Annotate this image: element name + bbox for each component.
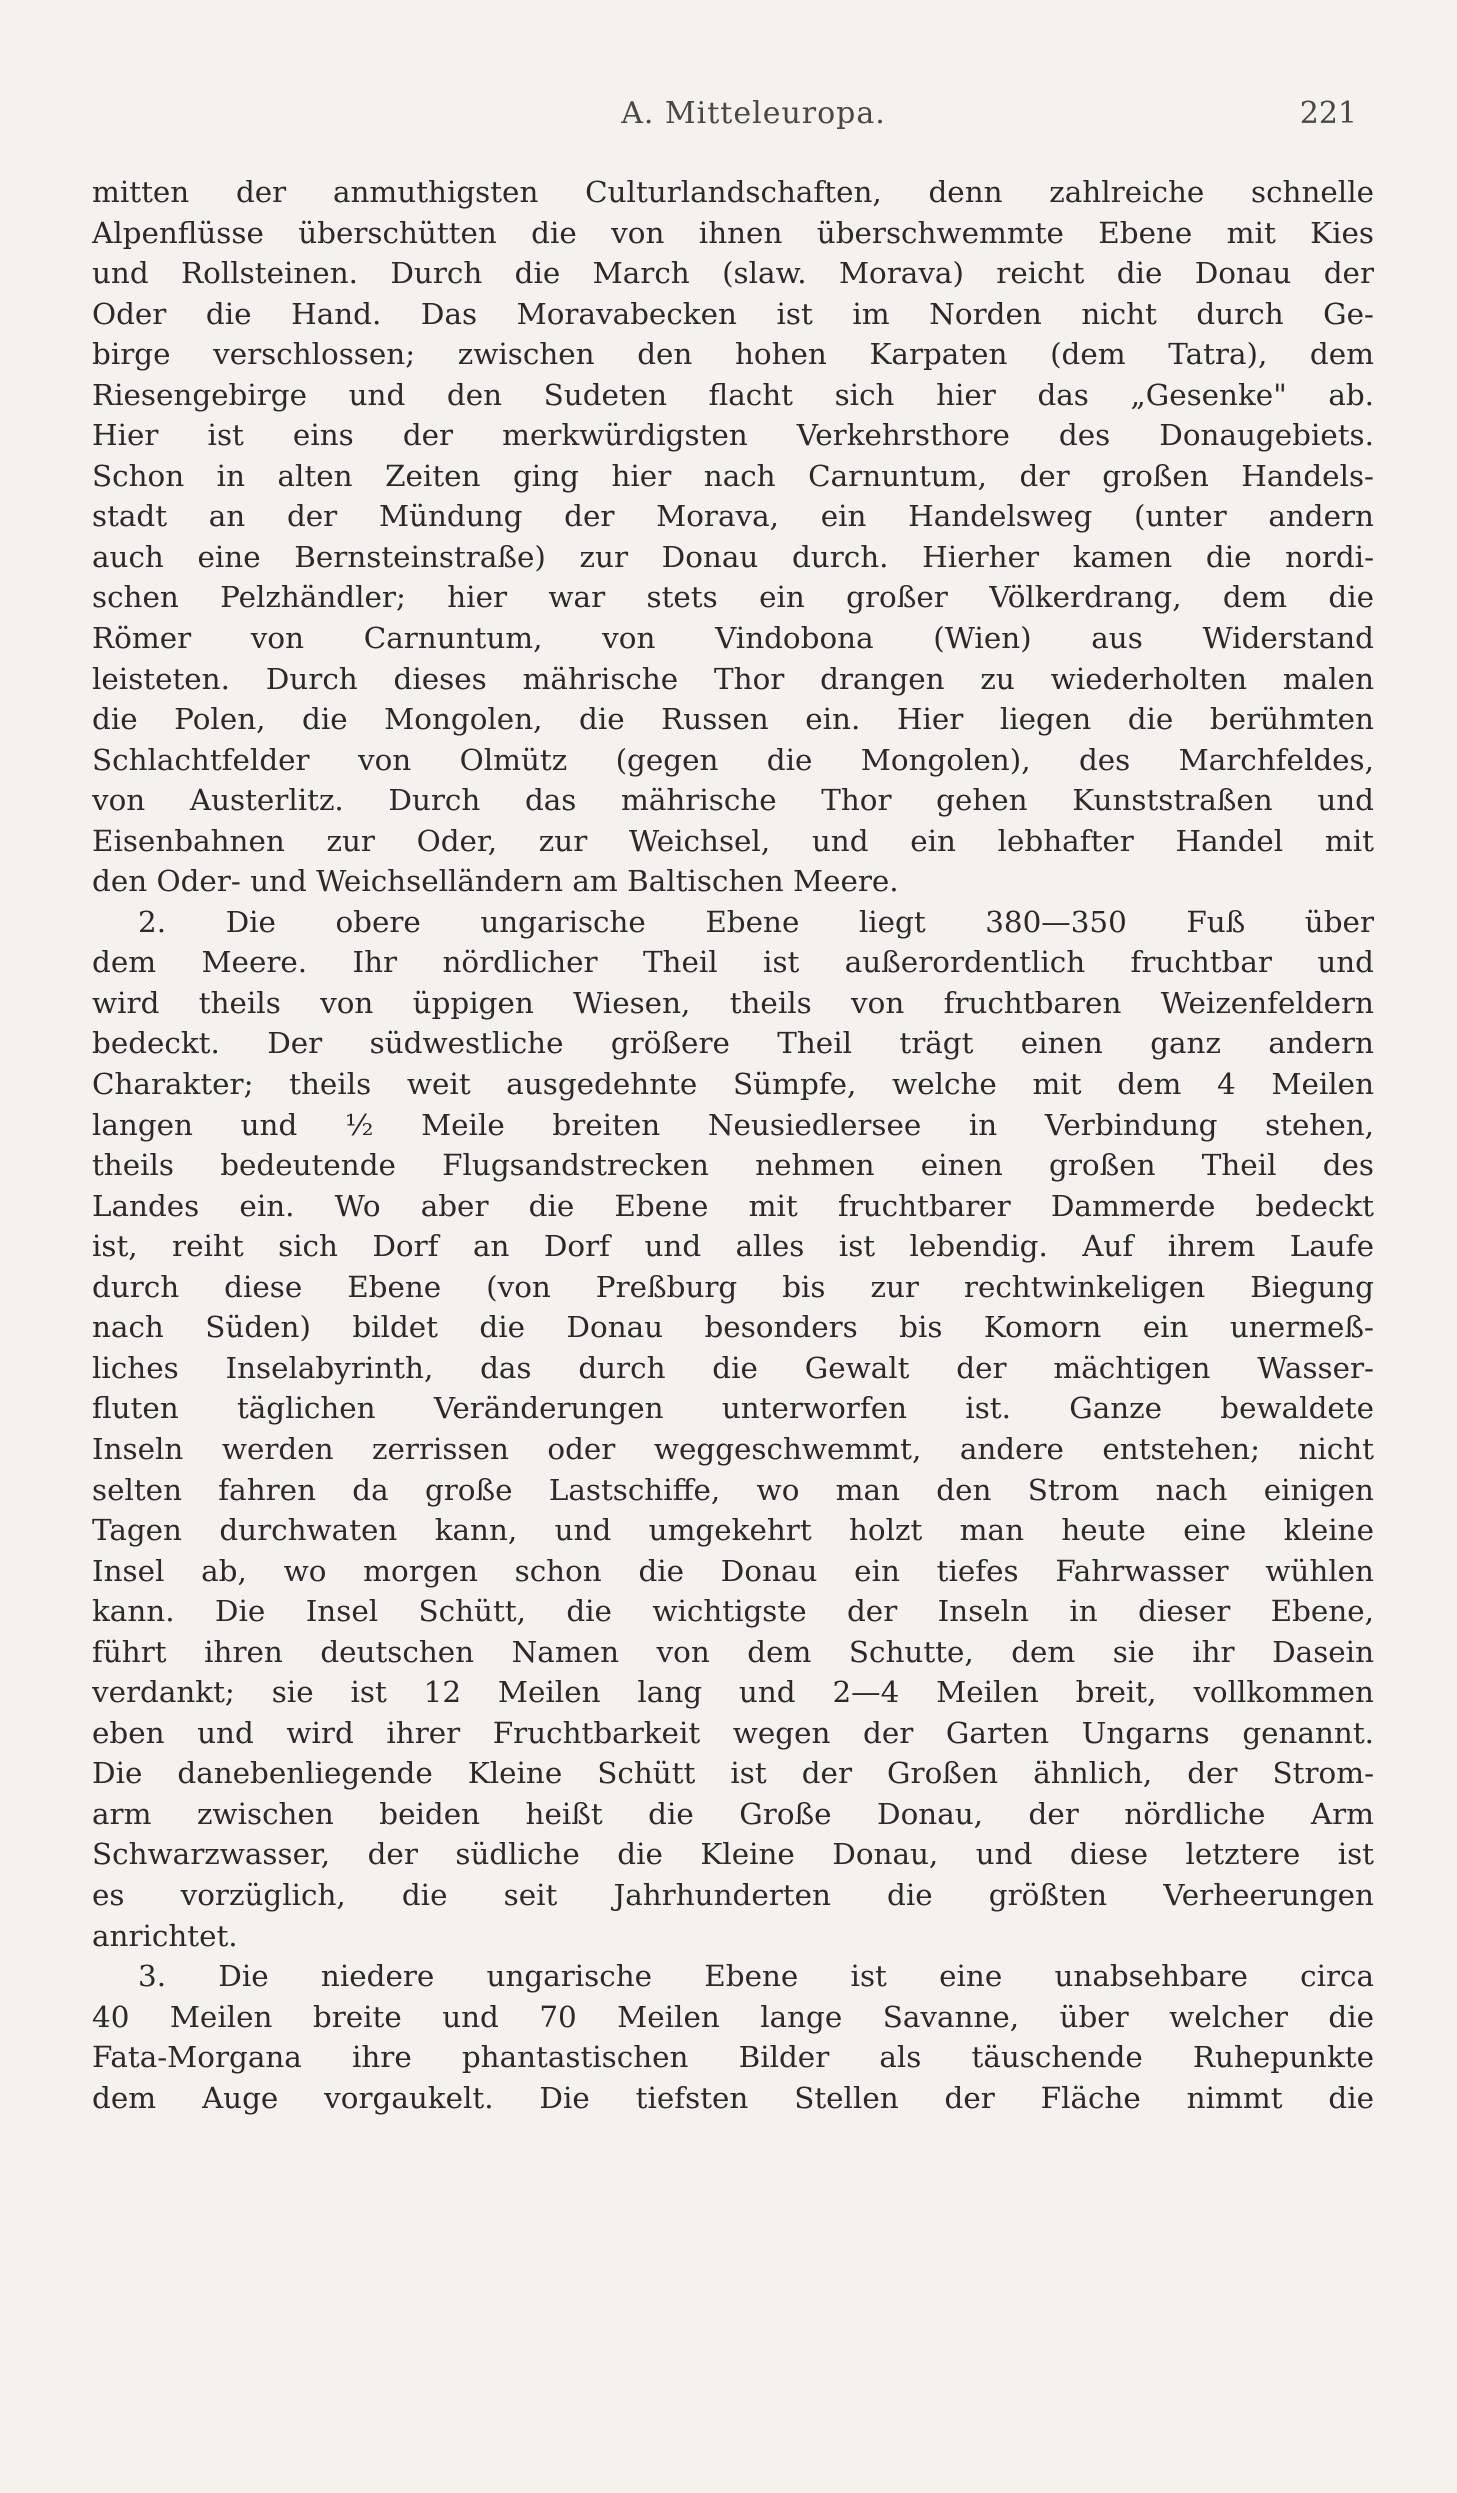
text-line: Schon in alten Zeiten ging hier nach Carnuntum, der großen Handels- (92, 458, 1374, 493)
running-head-title: A. Mitteleuropa. (621, 96, 886, 131)
text-line: birge verschlossen; zwischen den hohen Karpaten (dem Tatra), dem (92, 337, 1374, 372)
text-line: Schlachtfelder von Olmütz (gegen die Mongolen), des Marchfeldes, (92, 742, 1374, 777)
text-line: leisteten. Durch dieses mährische Thor drangen zu wiederholten malen (92, 661, 1374, 696)
text-line: Tagen durchwaten kann, und umgekehrt holzt man heute eine kleine (92, 1513, 1374, 1548)
text-line: Landes ein. Wo aber die Ebene mit fruchtbarer Dammerde bedeckt (92, 1188, 1374, 1223)
text-line: liches Inselabyrinth, das durch die Gewalt der mächtigen Wasser- (92, 1350, 1374, 1385)
body-text (92, 172, 1374, 2118)
text-line: langen und ½ Meile breiten Neusiedlersee in Verbindung stehen, (92, 1107, 1374, 1142)
text-line: Insel ab, wo morgen schon die Donau ein tiefes Fahrwasser wühlen (92, 1553, 1374, 1588)
text-line: Römer von Carnuntum, von Vindobona (Wien) aus Widerstand (92, 621, 1374, 656)
page-number: 221 (1299, 96, 1357, 131)
text-line: 3. Die niedere ungarische Ebene ist eine unabsehbare circa (138, 1959, 1374, 1994)
text-line: Riesengebirge und den Sudeten flacht sich hier das „Gesenke" ab. (92, 377, 1374, 412)
text-line: mitten der anmuthigsten Culturlandschaften, denn zahlreiche schnelle (92, 175, 1374, 209)
text-line: arm zwischen beiden heißt die Große Donau, der nördliche Arm (92, 1796, 1374, 1831)
text-line: führt ihren deutschen Namen von dem Schutte, dem sie ihr Dasein (92, 1634, 1374, 1669)
text-line: und Rollsteinen. Durch die March (slaw. Morava) reicht die Donau der (92, 256, 1374, 291)
text-line: Die danebenliegende Kleine Schütt ist der Großen ähnlich, der Strom- (92, 1756, 1374, 1791)
text-line: Charakter; theils weit ausgedehnte Sümpfe, welche mit dem 4 Meilen (92, 1067, 1374, 1102)
text-line: verdankt; sie ist 12 Meilen lang und 2—4 Meilen breit, vollkommen (92, 1675, 1374, 1710)
text-line: Eisenbahnen zur Oder, zur Weichsel, und ein lebhafter Handel mit (92, 823, 1374, 858)
text-line: die Polen, die Mongolen, die Russen ein. Hier liegen die berühmten (92, 702, 1374, 737)
running-head (150, 96, 1357, 142)
text-line: Inseln werden zerrissen oder weggeschwemmt, andere entstehen; nicht (92, 1431, 1374, 1466)
text-line: Schwarzwasser, der südliche die Kleine Donau, und diese letztere ist (92, 1837, 1374, 1872)
text-line: den Oder- und Weichselländern am Baltischen Meere. (92, 864, 899, 899)
text-line: anrichtet. (92, 1918, 238, 1953)
text-line: auch eine Bernsteinstraße) zur Donau durch. Hierher kamen die nordi- (92, 539, 1374, 574)
text-line: 2. Die obere ungarische Ebene liegt 380—350 Fuß über (138, 904, 1374, 939)
text-line: es vorzüglich, die seit Jahrhunderten die größten Verheerungen (92, 1877, 1374, 1912)
text-line: 40 Meilen breite und 70 Meilen lange Savanne, über welcher die (92, 1999, 1374, 2034)
text-line: schen Pelzhändler; hier war stets ein großer Völkerdrang, dem die (92, 580, 1374, 615)
text-line: nach Süden) bildet die Donau besonders bis Komorn ein unermeß- (92, 1310, 1374, 1345)
text-line: selten fahren da große Lastschiffe, wo man den Strom nach einigen (92, 1472, 1374, 1507)
text-line: fluten täglichen Veränderungen unterworfen ist. Ganze bewaldete (92, 1391, 1374, 1426)
text-line: kann. Die Insel Schütt, die wichtigste der Inseln in dieser Ebene, (92, 1594, 1374, 1629)
text-line: Alpenflüsse überschütten die von ihnen überschwemmte Ebene mit Kies (92, 215, 1374, 250)
text-line: ist, reiht sich Dorf an Dorf und alles ist lebendig. Auf ihrem Laufe (92, 1229, 1374, 1264)
text-line: theils bedeutende Flugsandstrecken nehmen einen großen Theil des (92, 1148, 1374, 1183)
text-line: bedeckt. Der südwestliche größere Theil trägt einen ganz andern (92, 1026, 1374, 1061)
text-line: von Austerlitz. Durch das mährische Thor gehen Kunststraßen und (92, 783, 1374, 818)
text-line: wird theils von üppigen Wiesen, theils von fruchtbaren Weizenfeldern (92, 985, 1374, 1020)
text-line: durch diese Ebene (von Preßburg bis zur rechtwinkeligen Biegung (92, 1269, 1374, 1304)
text-line: Hier ist eins der merkwürdigsten Verkehrsthore des Donaugebiets. (92, 418, 1374, 453)
text-line: dem Meere. Ihr nördlicher Theil ist außerordentlich fruchtbar und (92, 945, 1374, 980)
text-line: Fata-Morgana ihre phantastischen Bilder als täuschende Ruhepunkte (92, 2040, 1374, 2075)
text-line: dem Auge vorgaukelt. Die tiefsten Stellen der Fläche nimmt die (92, 2080, 1374, 2115)
text-line: eben und wird ihrer Fruchtbarkeit wegen der Garten Ungarns genannt. (92, 1715, 1374, 1750)
text-line: stadt an der Mündung der Morava, ein Handelsweg (unter andern (92, 499, 1374, 534)
text-line: Oder die Hand. Das Moravabecken ist im Norden nicht durch Ge- (92, 296, 1374, 331)
